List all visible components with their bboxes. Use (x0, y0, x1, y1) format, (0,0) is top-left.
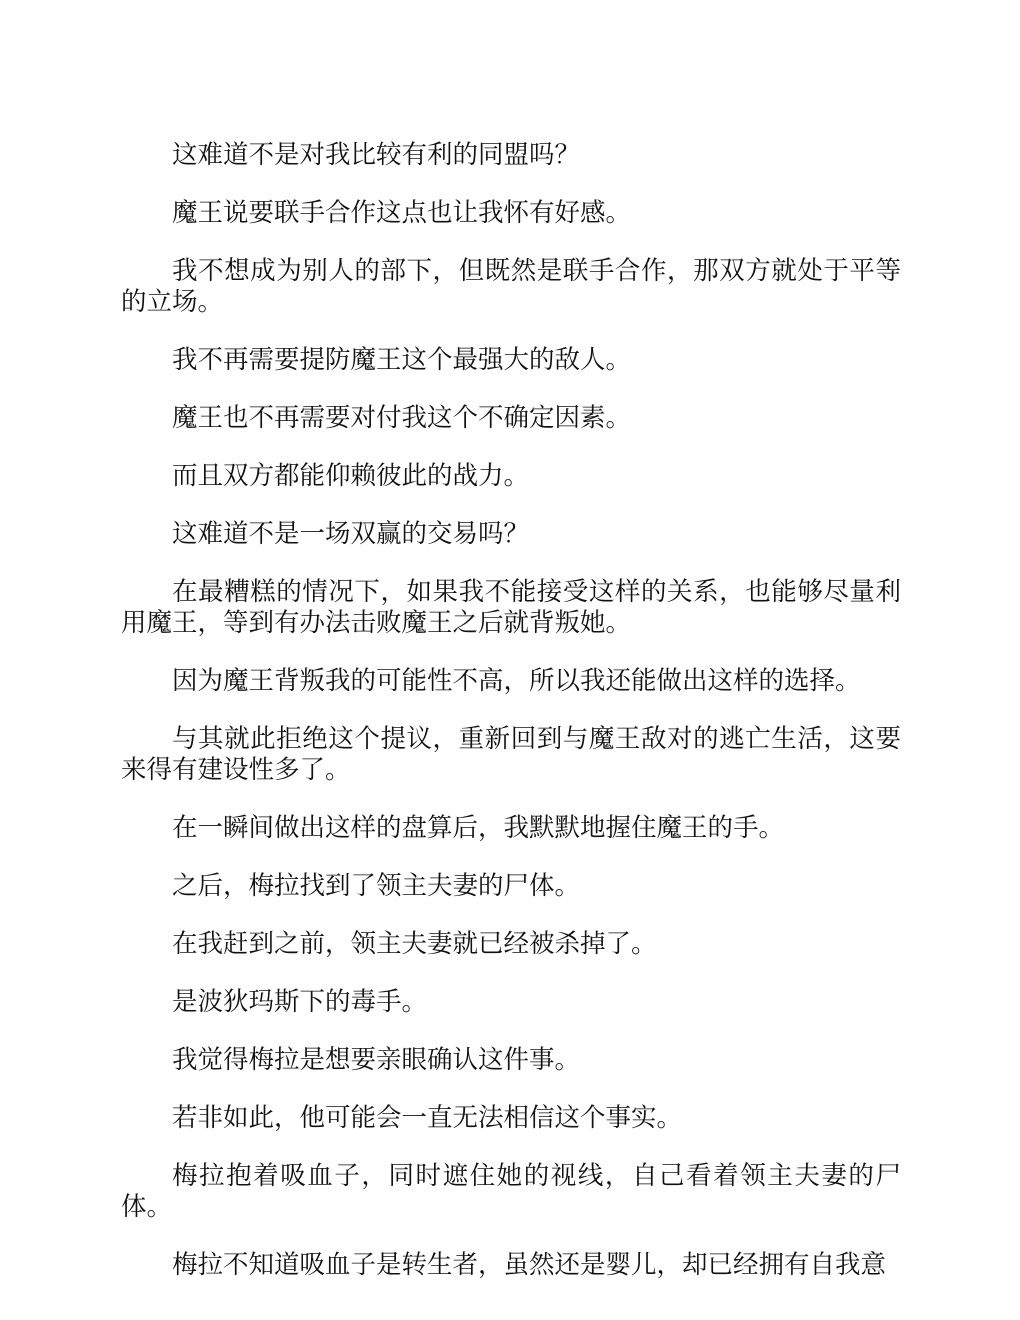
paragraph-9: 因为魔王背叛我的可能性不高，所以我还能做出这样的选择。 (172, 666, 861, 696)
paragraph-8: 在最糟糕的情况下，如果我不能接受这样的关系，也能够尽量利用魔王，等到有办法击败魔王之后就背叛她。 (121, 577, 901, 638)
paragraph-10: 与其就此拒绝这个提议，重新回到与魔王敌对的逃亡生活，这要来得有建设性多了。 (121, 724, 901, 785)
paragraph-1: 这难道不是对我比较有利的同盟吗？ (172, 140, 581, 170)
paragraph-5: 魔王也不再需要对付我这个不确定因素。 (172, 403, 632, 433)
body-text (121, 140, 901, 1308)
paragraph-12: 之后，梅拉找到了领主夫妻的尸体。 (172, 871, 581, 901)
paragraph-14: 是波狄玛斯下的毒手。 (172, 987, 428, 1017)
paragraph-11: 在一瞬间做出这样的盘算后，我默默地握住魔王的手。 (172, 813, 785, 843)
paragraph-3: 我不想成为别人的部下，但既然是联手合作，那双方就处于平等的立场。 (121, 256, 901, 317)
paragraph-16: 若非如此，他可能会一直无法相信这个事实。 (172, 1103, 683, 1133)
paragraph-7: 这难道不是一场双赢的交易吗？ (172, 519, 530, 549)
paragraph-2: 魔王说要联手合作这点也让我怀有好感。 (172, 198, 632, 228)
paragraph-15: 我觉得梅拉是想要亲眼确认这件事。 (172, 1045, 581, 1075)
paragraph-18: 梅拉不知道吸血子是转生者，虽然还是婴儿，却已经拥有自我意 (172, 1250, 887, 1280)
paragraph-6: 而且双方都能仰赖彼此的战力。 (172, 461, 530, 491)
paragraph-13: 在我赶到之前，领主夫妻就已经被杀掉了。 (172, 929, 657, 959)
paragraph-17: 梅拉抱着吸血子，同时遮住她的视线，自己看着领主夫妻的尸体。 (121, 1161, 901, 1222)
paragraph-4: 我不再需要提防魔王这个最强大的敌人。 (172, 345, 632, 375)
